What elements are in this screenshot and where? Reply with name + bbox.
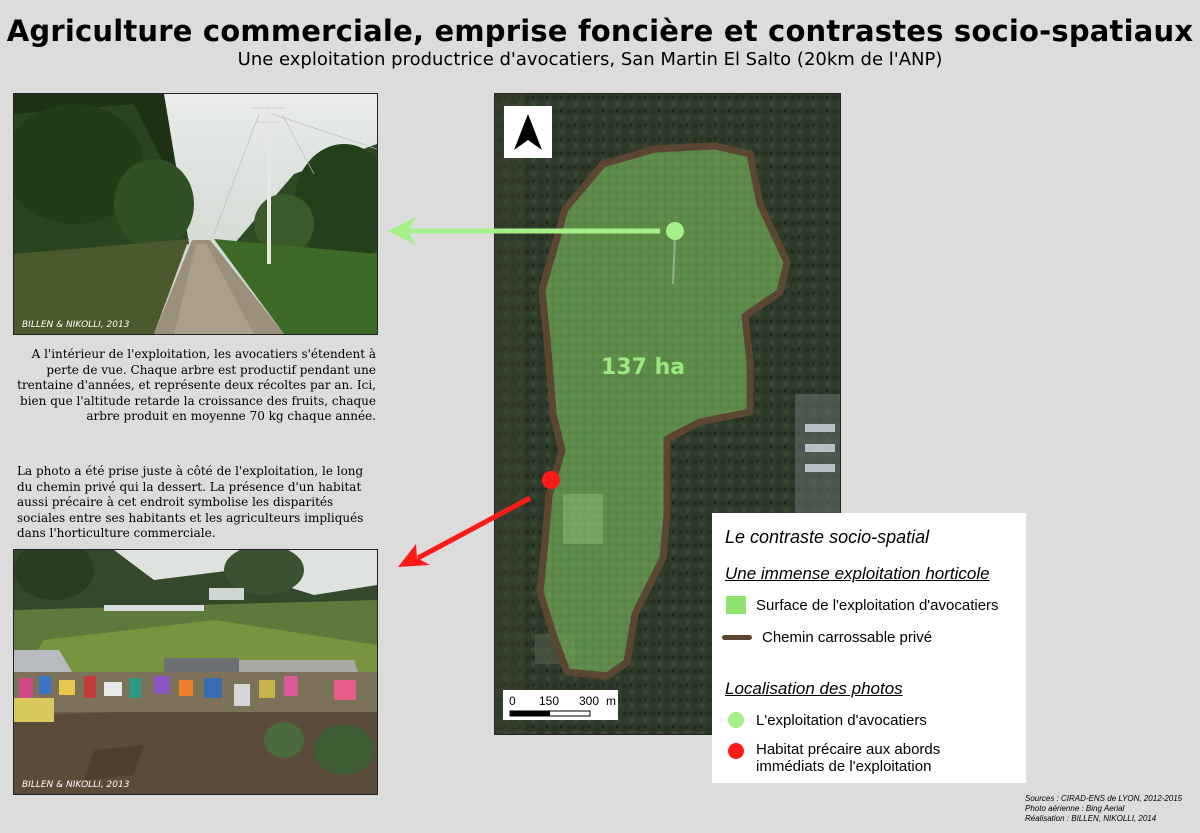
red-arrow-head <box>398 544 430 567</box>
scale-tick-0: 0 <box>509 694 516 708</box>
scale-tick-300: 300 <box>579 694 600 708</box>
legend <box>712 513 1026 783</box>
north-arrow <box>504 106 552 158</box>
source-line: Photo aérienne : Bing Aerial <box>1025 804 1125 813</box>
legend-item-surface: Surface de l'exploitation d'avocatiers <box>756 597 999 614</box>
legend-title: Le contraste socio-spatial <box>725 527 930 547</box>
photo-orchard <box>13 93 378 335</box>
legend-swatch-road <box>722 635 752 640</box>
sources <box>1025 794 1182 824</box>
scale-bar-graphic <box>503 690 618 720</box>
photo1-caption: A l'intérieur de l'exploitation, les avocatiers s'étendent à perte de vue. Chaque arbre est productif pendant une trentaine d'années, et représente deux récoltes par an. Ici, bien que l'altitude retarde la croissance des fruits, chaque arbre produit en moyenne 70 kg chaque année. <box>17 347 376 423</box>
photo-credit: BILLEN & NIKOLLI, 2013 <box>22 780 130 790</box>
photo-credit: BILLEN & NIKOLLI, 2013 <box>22 320 130 330</box>
legend-section-farm: Une immense exploitation horticole <box>725 564 990 583</box>
scale-bar <box>503 690 618 720</box>
scale-unit: m <box>606 694 616 708</box>
legend-swatch-surface <box>726 596 746 614</box>
area-label: 137 ha <box>601 355 686 380</box>
page-subtitle: Une exploitation productrice d'avocatiers, San Martin El Salto (20km de l'ANP) <box>237 49 943 70</box>
legend-item-road: Chemin carrossable privé <box>762 629 933 646</box>
north-arrow-icon <box>504 106 552 158</box>
legend-dot-red <box>728 743 744 759</box>
legend-item-green: L'exploitation d'avocatiers <box>756 712 927 729</box>
scale-tick-150: 150 <box>539 694 560 708</box>
legend-section-photos: Localisation des photos <box>725 679 903 698</box>
photo-precarious-housing <box>13 549 378 795</box>
source-line: Sources : CIRAD-ENS de LYON, 2012-2015 <box>1025 794 1183 803</box>
legend-item-red-1: Habitat précaire aux abords <box>756 741 941 758</box>
page-title: Agriculture commerciale, emprise foncière et contrastes socio-spatiaux <box>6 14 1194 48</box>
source-line: Réalisation : BILLEN, NIKOLLI, 2014 <box>1025 814 1157 823</box>
legend-dot-green <box>728 712 744 728</box>
legend-item-red-2: immédiats de l'exploitation <box>756 758 932 775</box>
green-arrow-head <box>388 217 416 245</box>
photo2-caption: La photo a été prise juste à côté de l'exploitation, le long du chemin privé qui la dessert. La présence d'un habitat aussi précaire à cet endroit symbolise les disparités sociales entre ses habitants et les agriculteurs impliqués dans l'horticulture commerciale. <box>17 464 364 540</box>
